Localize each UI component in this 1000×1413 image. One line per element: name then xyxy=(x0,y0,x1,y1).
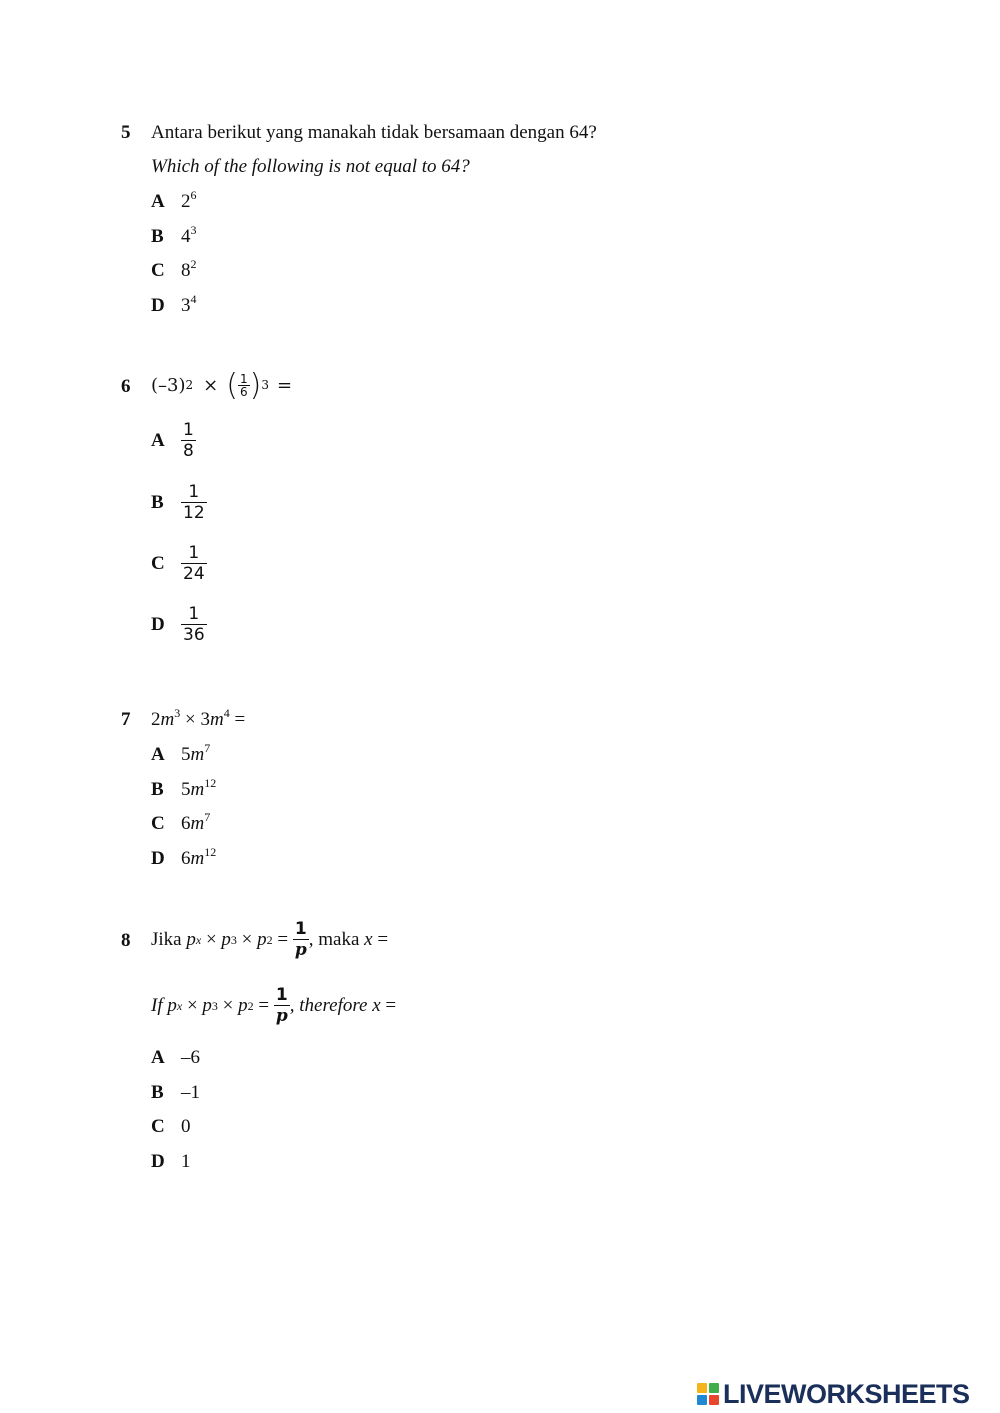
option-fraction xyxy=(181,543,207,585)
fraction-numerator: 1 xyxy=(183,420,194,440)
option-letter: D xyxy=(151,848,165,869)
option-c[interactable] xyxy=(151,1116,191,1146)
option-b[interactable] xyxy=(151,776,217,809)
variable: m xyxy=(160,709,175,730)
option-letter: A xyxy=(151,744,165,765)
option-fraction xyxy=(181,604,207,646)
option-value: 0 xyxy=(181,1116,191,1137)
option-letter: D xyxy=(151,614,165,635)
text-suffix: , maka xyxy=(308,929,365,950)
equals-sign: = xyxy=(380,995,397,1016)
expr-fraction xyxy=(238,373,250,398)
option-letter: B xyxy=(151,226,164,247)
question-text-ms: Jika p x × p 3 × p 2 = $\frac{1}{p}$ , maka x = xyxy=(151,919,389,960)
fraction-numerator: 1 xyxy=(188,543,200,563)
option-b[interactable] xyxy=(151,223,197,256)
equals-sign: = xyxy=(372,929,389,950)
option-letter: B xyxy=(151,779,164,800)
option-d[interactable] xyxy=(151,292,197,325)
times-sign: × xyxy=(236,929,258,950)
text-suffix: , therefore xyxy=(289,995,373,1016)
question-expression xyxy=(151,706,246,731)
logo-block xyxy=(709,1395,719,1405)
option-a[interactable] xyxy=(151,418,196,464)
variable: m xyxy=(209,709,224,730)
coefficient: 5 xyxy=(181,779,191,800)
variable-x: x xyxy=(364,929,373,950)
question-number: 6 xyxy=(121,376,131,397)
variable: m xyxy=(190,848,205,869)
option-a[interactable] xyxy=(151,1047,200,1077)
variable: m xyxy=(190,779,205,800)
option-base: 3 xyxy=(181,295,191,316)
coefficient: 5 xyxy=(181,744,191,765)
option-letter: B xyxy=(151,1082,164,1103)
logo-block xyxy=(697,1383,707,1393)
liveworksheets-logo[interactable] xyxy=(697,1377,970,1411)
exponent: 7 xyxy=(204,810,211,824)
times-sign: × xyxy=(180,709,201,730)
option-c[interactable] xyxy=(151,810,211,843)
option-letter: C xyxy=(151,1116,165,1137)
coefficient: 3 xyxy=(200,709,210,730)
option-d[interactable] xyxy=(151,1151,191,1181)
exponent: 3 xyxy=(174,706,181,720)
fraction-numerator: 1 xyxy=(275,985,288,1005)
logo-block xyxy=(709,1383,719,1393)
variable: p xyxy=(257,929,267,950)
option-fraction xyxy=(181,482,207,524)
times-sign: × xyxy=(201,929,222,950)
option-letter: D xyxy=(151,295,165,316)
variable-x: x xyxy=(372,995,381,1016)
option-c[interactable] xyxy=(151,257,197,290)
option-letter: A xyxy=(151,1047,165,1068)
fraction-numerator: 1 xyxy=(294,919,307,939)
fraction-denominator: p xyxy=(275,1006,288,1026)
variable: p xyxy=(221,929,231,950)
option-exponent: 6 xyxy=(190,188,197,202)
times-sign: × xyxy=(203,374,219,396)
option-b[interactable] xyxy=(151,1082,200,1112)
option-c[interactable] xyxy=(151,541,207,587)
variable: p xyxy=(238,995,248,1016)
coefficient: 2 xyxy=(151,709,161,730)
option-letter: A xyxy=(151,430,165,451)
exponent: 12 xyxy=(204,845,217,859)
fraction-numerator: 1 xyxy=(188,482,200,502)
fraction-numerator: 1 xyxy=(188,604,200,624)
logo-text: LIVEWORKSHEETS xyxy=(723,1378,970,1409)
coefficient: 6 xyxy=(181,813,191,834)
variable: p xyxy=(186,929,196,950)
question-text-ms: Antara berikut yang manakah tidak bersamaan dengan 64? xyxy=(151,122,597,143)
option-base: 4 xyxy=(181,226,191,247)
option-letter: C xyxy=(151,813,165,834)
text-prefix: Jika xyxy=(151,929,187,950)
variable: m xyxy=(190,744,205,765)
option-exponent: 4 xyxy=(190,292,197,306)
fraction-denominator: 6 xyxy=(239,384,248,399)
question-text-en: Which of the following is not equal to 64? xyxy=(151,156,470,177)
exponent: 7 xyxy=(204,741,211,755)
fraction-denominator: 24 xyxy=(183,564,205,584)
option-value: –6 xyxy=(181,1047,200,1068)
expr-base: (–3) xyxy=(151,374,186,396)
variable: p xyxy=(202,995,212,1016)
fraction xyxy=(274,985,290,1027)
option-letter: C xyxy=(151,260,165,281)
option-exponent: 3 xyxy=(190,223,197,237)
logo-blocks-icon xyxy=(697,1383,719,1405)
fraction-numerator: 1 xyxy=(239,371,248,386)
variable: p xyxy=(167,995,177,1016)
option-value: –1 xyxy=(181,1082,200,1103)
question-number: 8 xyxy=(121,930,131,951)
exponent: 12 xyxy=(204,776,217,790)
question-number: 7 xyxy=(121,709,131,730)
equals-sign: = xyxy=(272,929,293,950)
option-letter: B xyxy=(151,492,164,513)
coefficient: 6 xyxy=(181,848,191,869)
text-prefix: If xyxy=(151,995,168,1016)
option-letter: D xyxy=(151,1151,165,1172)
fraction-denominator: 8 xyxy=(183,441,194,461)
question-text-en: If p x × p 3 × p 2 = $\frac{1}{p}$ , therefore x = xyxy=(151,985,397,1026)
option-a[interactable] xyxy=(151,188,197,221)
option-b[interactable] xyxy=(151,480,207,526)
option-exponent: 2 xyxy=(190,257,197,271)
fraction-denominator: 36 xyxy=(183,625,205,645)
left-paren: ( xyxy=(226,367,238,403)
equals-sign: = xyxy=(276,374,293,396)
option-value: 1 xyxy=(181,1151,191,1172)
right-paren: ) xyxy=(249,367,262,403)
question-number: 5 xyxy=(121,122,131,143)
fraction xyxy=(293,919,309,961)
option-a[interactable] xyxy=(151,741,211,774)
option-letter: A xyxy=(151,191,165,212)
times-sign: × xyxy=(182,995,203,1016)
question-expression: (–3) 2 × ( $\frac{1}{6}$ ) 3 = xyxy=(151,367,293,403)
option-letter: C xyxy=(151,553,165,574)
variable: m xyxy=(190,813,205,834)
equals-sign: = xyxy=(253,995,274,1016)
fraction-denominator: 12 xyxy=(183,503,205,523)
option-fraction xyxy=(181,420,196,462)
times-sign: × xyxy=(217,995,239,1016)
fraction-denominator: p xyxy=(294,940,307,960)
option-d[interactable] xyxy=(151,602,207,648)
equals-sign: = xyxy=(229,709,246,730)
logo-block xyxy=(697,1395,707,1405)
option-base: 2 xyxy=(181,191,191,212)
option-base: 8 xyxy=(181,260,191,281)
option-d[interactable] xyxy=(151,845,217,878)
exponent: 4 xyxy=(223,706,230,720)
